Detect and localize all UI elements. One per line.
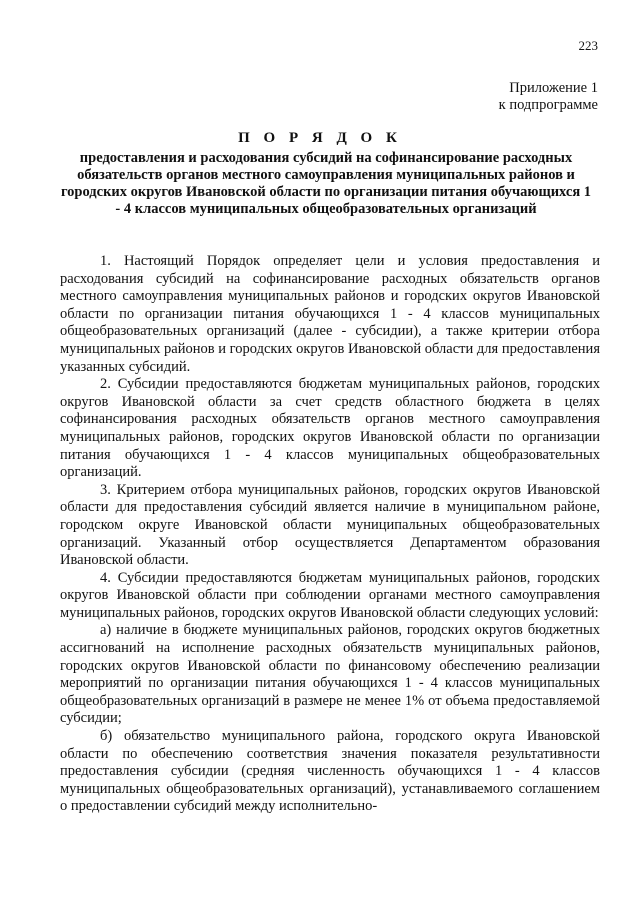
paragraph-4a: а) наличие в бюджете муниципальных районов, городских округов бюджетных ассигнований на исполнение расходных обязательств муниципальных районов, городских округов Ивановской области по финансовому обеспечению реализации мероприятий по организации питания обучающихся 1 - 4 классов муниципальных общеобразовательных организаций в размере не менее 1% от объема предоставляемой субсидии; bbox=[60, 622, 600, 727]
paragraph-1: 1. Настоящий Порядок определяет цели и условия предоставления и расходования субсидий на софинансирование расходных обязательств органов местного самоуправления муниципальных районов и городских округов Ивановской области по организации питания обучающихся 1 - 4 классов муниципальных общеобразовательных организаций (далее - субсидии), а также критерии отбора муниципальных районов и городских округов Ивановской области для предоставления указанных субсидий. bbox=[60, 253, 600, 375]
appendix-line-2: к подпрограмме bbox=[498, 97, 598, 113]
paragraph-3: 3. Критерием отбора муниципальных районов, городских округов Ивановской области для предоставления субсидий является наличие в муниципальном районе, городском округе Ивановской области муниципальных общеобразовательных организаций. Указанный отбор осуществляется Департаментом образования Ивановской области. bbox=[60, 481, 600, 569]
appendix-line-1: Приложение 1 bbox=[509, 80, 598, 96]
paragraph-2: 2. Субсидии предоставляются бюджетам муниципальных районов, городских округов Ивановской области за счет средств областного бюджета в целях софинансирования расходных обязательств органов местного самоуправления муниципальных районов, городских округов Ивановской области по организации питания обучающихся 1 - 4 классов муниципальных общеобразовательных организаций. bbox=[60, 376, 600, 481]
paragraph-4: 4. Субсидии предоставляются бюджетам муниципальных районов, городских округов Ивановской области при соблюдении органами местного самоуправления муниципальных районов, городских округов Ивановской области следующих условий: bbox=[60, 569, 600, 621]
appendix-note bbox=[499, 80, 598, 114]
paragraph-4b: б) обязательство муниципального района, городского округа Ивановской области по обеспечению соответствия значения показателя результативности предоставления субсидии (средняя численность обучающихся 1 - 4 классов муниципальных общеобразовательных организаций), устанавливаемого соглашением о предоставлении субсидий между исполнительно- bbox=[60, 728, 600, 815]
document-title: П О Р Я Д О К bbox=[238, 130, 402, 146]
document-subtitle: предоставления и расходования субсидий на софинансирование расходных обязательств органов местного самоуправления муниципальных районов и городских округов Ивановской области по организации питания обучающихся 1 - 4 классов муниципальных общеобразовательных организаций bbox=[60, 150, 592, 217]
document-body bbox=[60, 253, 600, 816]
page-number: 223 bbox=[578, 38, 598, 53]
